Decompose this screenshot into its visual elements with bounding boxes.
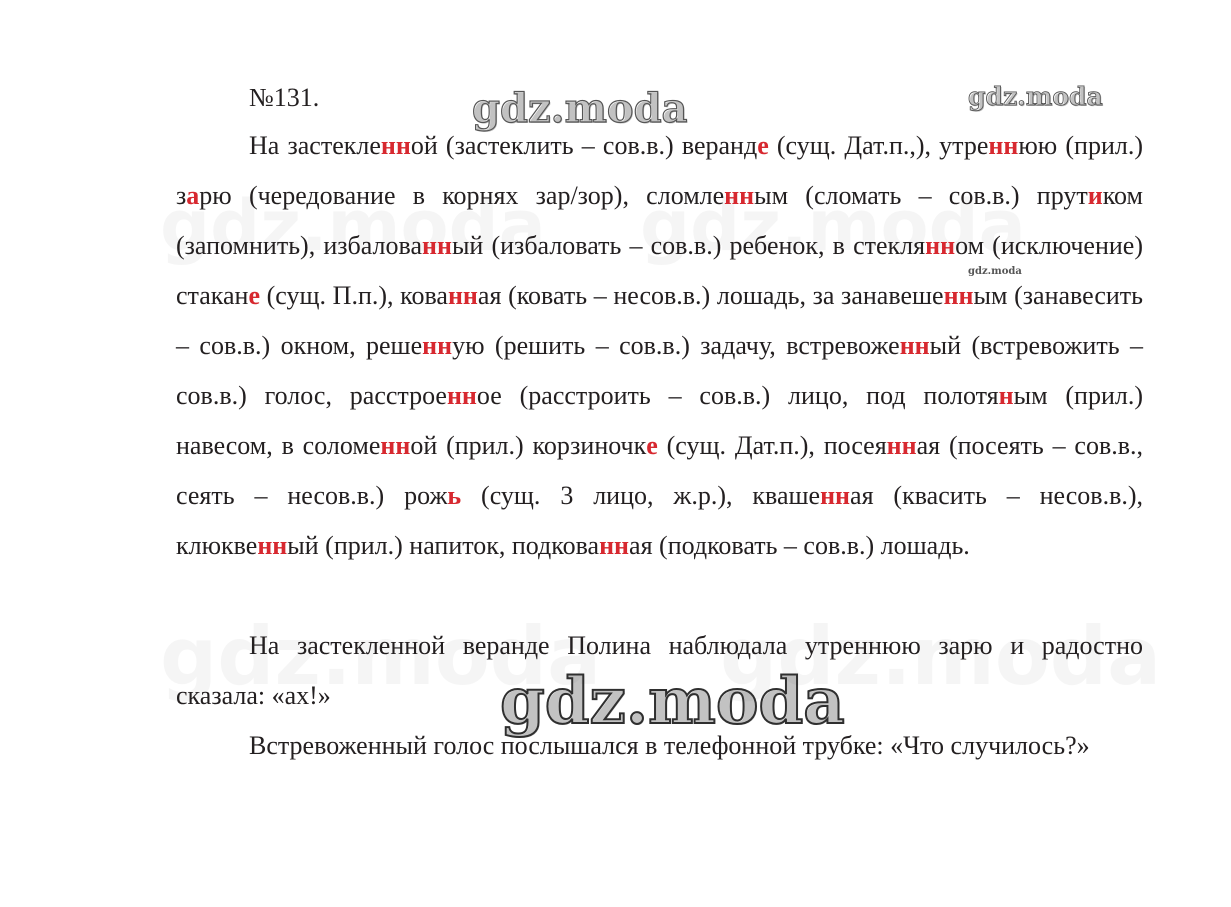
highlighted-letters: нн	[943, 281, 974, 310]
text-segment: ое (расстроить – сов.в.) лицо, под полотя	[476, 381, 999, 410]
highlighted-letters: нн	[724, 181, 755, 210]
highlighted-letters: е	[248, 281, 260, 310]
highlighted-letters: нн	[599, 531, 630, 560]
text-segment: (сущ. Дат.п.), посея	[657, 431, 887, 460]
answer-text	[176, 131, 1143, 560]
text-segment: ая (квасить – несов.в.), клюкве	[176, 481, 1143, 560]
highlighted-letters: нн	[446, 381, 477, 410]
highlighted-letters: нн	[988, 131, 1019, 160]
highlighted-letters: нн	[925, 231, 956, 260]
text-segment: ом (исключение) стакан	[176, 231, 1143, 310]
text-segment: ая (ковать – несов.в.) лошадь, за занавеше	[477, 281, 944, 310]
highlighted-letters: нн	[886, 431, 917, 460]
highlighted-letters: нн	[899, 331, 930, 360]
watermark-logo: gdz.moda	[472, 85, 688, 132]
answer-paragraph	[176, 121, 1143, 571]
text-segment: (сущ. П.п.), кова	[260, 281, 448, 310]
sentence-text: Встревоженный голос послышался в телефонной трубке: «Что случилось?»	[249, 731, 1090, 760]
highlighted-letters: нн	[820, 481, 851, 510]
sentence-text: На застекленной веранде Полина наблюдала утреннюю зарю и радостно сказала: «ах!»	[176, 631, 1143, 710]
text-segment: ый (прил.) напиток, подкова	[287, 531, 600, 560]
text-segment: ым (занавесить – сов.в.) окном, реше	[176, 281, 1144, 360]
highlighted-letters: нн	[422, 331, 453, 360]
text-segment: ком (запомнить), избалова	[176, 181, 1143, 260]
highlighted-letters: е	[646, 431, 658, 460]
text-segment: ая (подковать – сов.в.) лошадь.	[629, 531, 970, 560]
text-segment: ым (сломать – сов.в.) прут	[754, 181, 1088, 210]
text-segment: (сущ. 3 лицо, ж.р.), кваше	[461, 481, 821, 510]
text-segment: (сущ. Дат.п.,), утре	[768, 131, 989, 160]
text-segment: ой (застеклить – сов.в.) веранд	[410, 131, 758, 160]
watermark-logo: gdz.moda	[968, 266, 1022, 277]
highlighted-letters: нн	[380, 131, 411, 160]
text-segment: ым (прил.) навесом, в соломе	[176, 381, 1144, 460]
highlighted-letters: е	[757, 131, 769, 160]
highlighted-letters: а	[186, 181, 200, 210]
text-segment: ой (прил.) корзиночк	[410, 431, 647, 460]
text-segment: На застекле	[249, 131, 381, 160]
text-segment: юю (прил.) з	[176, 131, 1144, 210]
text-segment: ый (встревожить – сов.в.) голос, расстрое	[176, 331, 1143, 410]
highlighted-letters: нн	[257, 531, 288, 560]
highlighted-letters: нн	[447, 281, 478, 310]
highlighted-letters: н	[998, 381, 1014, 410]
highlighted-letters: и	[1087, 181, 1103, 210]
highlighted-letters: ь	[447, 481, 462, 510]
text-segment: рю (чередование в корнях зар/зор), сломле	[199, 181, 725, 210]
text-segment: ую (решить – сов.в.) задачу, встревоже	[452, 331, 900, 360]
task-number: №131.	[249, 83, 320, 112]
text-segment: ая (посеять – сов.в., сеять – несов.в.) рож	[176, 431, 1143, 510]
highlighted-letters: нн	[421, 231, 452, 260]
text-segment: ый (избаловать – сов.в.) ребенок, в стекля	[451, 231, 926, 260]
highlighted-letters: нн	[380, 431, 411, 460]
watermark-logo: gdz.moda	[968, 82, 1103, 111]
watermark-logo: gdz.moda	[500, 664, 845, 739]
